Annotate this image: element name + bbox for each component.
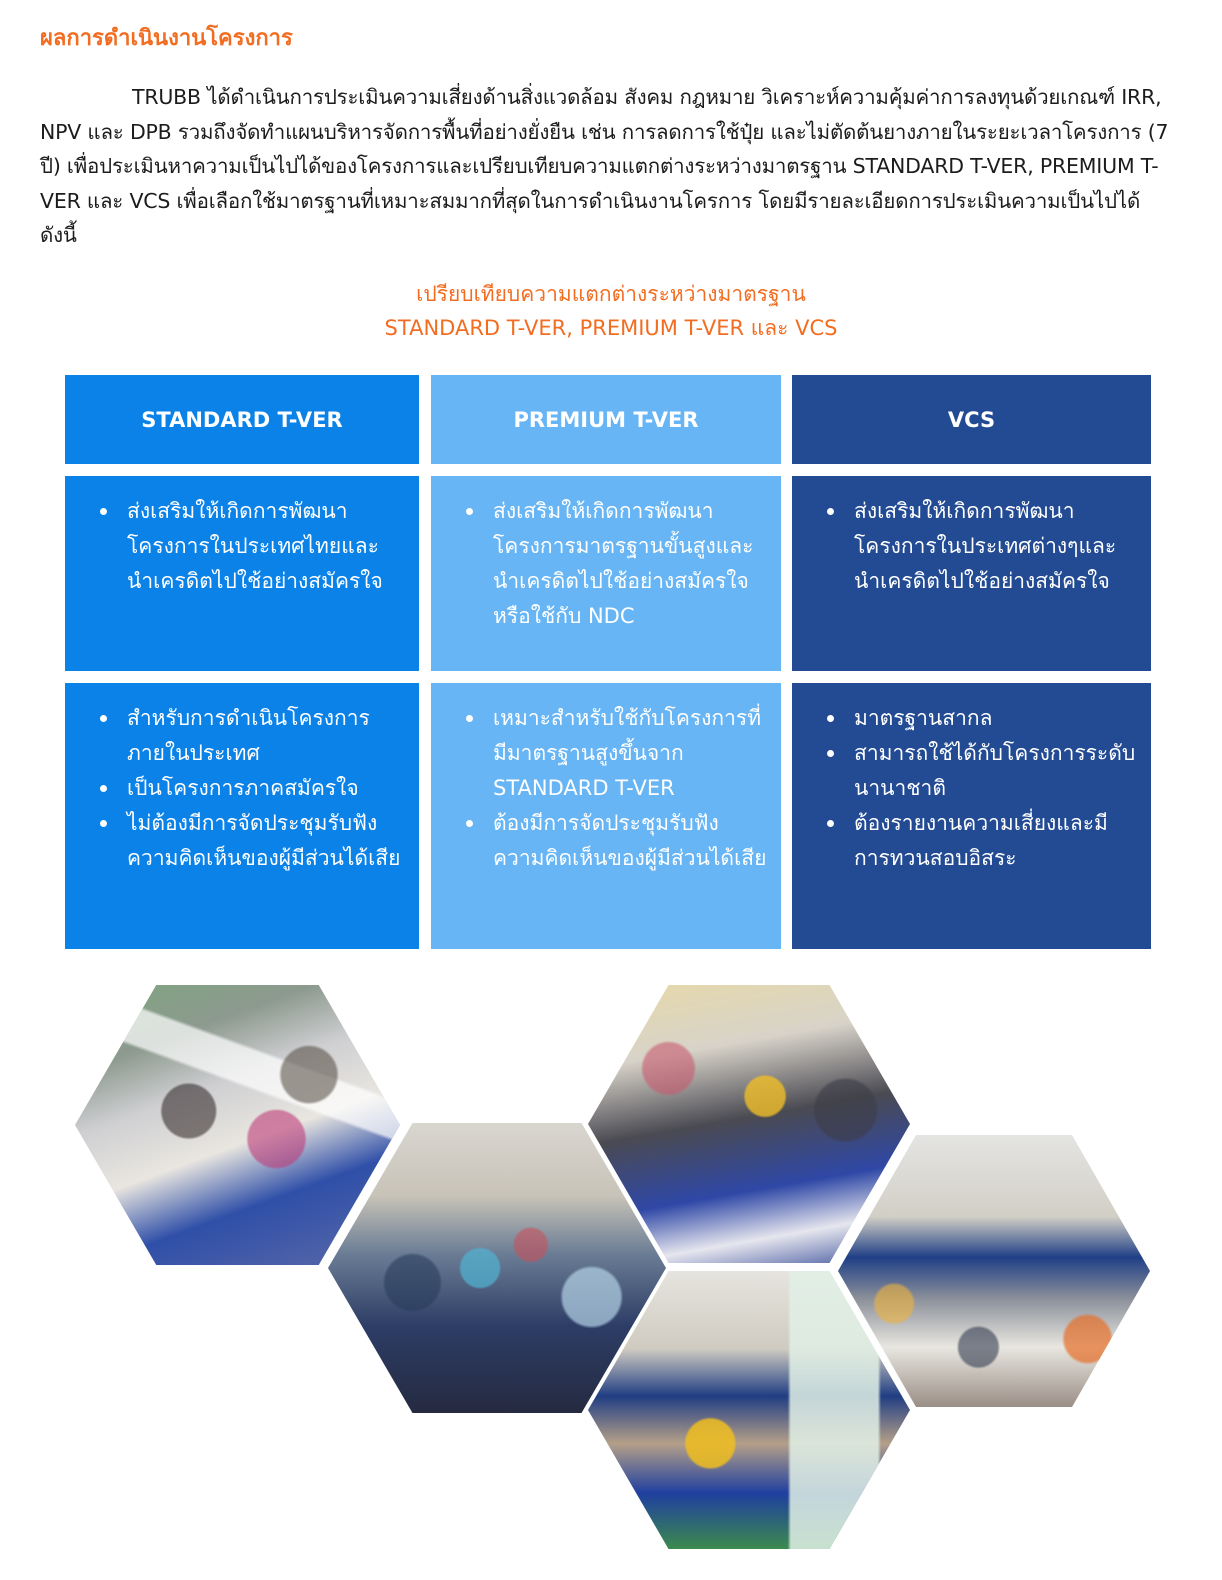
photo-meeting-hall [838,1135,1150,1407]
bullet-icon [100,785,107,792]
list-item-text: เหมาะสำหรับใช้กับโครงการที่มีมาตรฐานสูงขึ้นจาก STANDARD T-VER [493,706,762,800]
list-item-text: ส่งเสริมให้เกิดการพัฒนาโครงการมาตรฐานขั้นสูงและนำเครดิตไปใช้อย่างสมัครใจหรือใช้กับ NDC [493,499,754,628]
list-item-text: ไม่ต้องมีการจัดประชุมรับฟังความคิดเห็นของผู้มีส่วนได้เสีย [127,811,401,870]
standard-objective-cell [65,476,419,671]
list-item-text: สามารถใช้ได้กับโครงการระดับนานาชาติ [854,741,1136,800]
comparison-title-line2: STANDARD T-VER, PREMIUM T-VER และ VCS [384,316,838,340]
list-item [854,494,1137,599]
header-premium-tver: PREMIUM T-VER [431,375,781,464]
header-standard-tver: STANDARD T-VER [65,375,419,464]
vcs-objective-list [792,476,1151,599]
list-item [854,736,1137,806]
list-item [127,494,405,599]
premium-features-cell [431,683,781,949]
list-item [493,806,767,876]
vcs-objective-cell [792,476,1151,671]
bullet-icon [827,715,834,722]
list-item [854,806,1137,876]
standard-objective-list [65,476,419,599]
premium-objective-list [431,476,781,634]
comparison-title-line1: เปรียบเทียบความแตกต่างระหว่างมาตรฐาน [416,282,806,306]
intro-paragraph: TRUBB ได้ดำเนินการประเมินความเสี่ยงด้านสิ่งแวดล้อม สังคม กฎหมาย วิเคราะห์ความคุ้มค่าการลงทุนด้วยเกณฑ์ IRR, NPV และ DPB รวมถึงจัดทำแผนบริหารจัดการพื้นที่อย่างยั่งยืน เช่น การลดการใช้ปุ๋ย และไม่ตัดต้นยางภายในระยะเวลาโครงการ (7 ปี) เพื่อประเมินหาความเป็นไปได้ของโครงการและเปรียบเทียบความแตกต่างระหว่างมาตรฐาน STANDARD T-VER, PREMIUM T-VER และ VCS เพื่อเลือกใช้มาตรฐานที่เหมาะสมมากที่สุดในการดำเนินงานโครการ โดยมีรายละเอียดการประเมินความเป็นไปได้ ดังนี้ [40,85,1169,248]
premium-objective-cell [431,476,781,671]
list-item [493,494,767,634]
bullet-icon [100,715,107,722]
vcs-features-list [792,683,1151,876]
photo-registration-table [75,985,400,1265]
vcs-features-cell [792,683,1151,949]
list-item [127,806,405,876]
premium-features-list [431,683,781,876]
list-item-text: ส่งเสริมให้เกิดการพัฒนาโครงการในประเทศไทยและนำเครดิตไปใช้อย่างสมัครใจ [127,499,383,593]
list-item-text: ต้องรายงานความเสี่ยงและมีการทวนสอบอิสระ [854,811,1108,870]
list-item-text: เป็นโครงการภาคสมัครใจ [127,776,359,800]
list-item-text: สำหรับการดำเนินโครงการภายในประเทศ [127,706,370,765]
bullet-icon [100,820,107,827]
bullet-icon [827,820,834,827]
standard-features-list [65,683,419,876]
list-item [127,771,405,806]
list-item [493,701,767,806]
list-item [854,701,1137,736]
bullet-icon [100,508,107,515]
list-item-text: ต้องมีการจัดประชุมรับฟังความคิดเห็นของผู้มีส่วนได้เสีย [493,811,767,870]
standard-features-cell [65,683,419,949]
bullet-icon [827,750,834,757]
list-item-text: มาตรฐานสากล [854,706,993,730]
bullet-icon [466,820,473,827]
header-vcs: VCS [792,375,1151,464]
bullet-icon [466,715,473,722]
photo-collage [60,975,1170,1565]
bullet-icon [466,508,473,515]
list-item [127,701,405,771]
bullet-icon [827,508,834,515]
page-heading: ผลการดำเนินงานโครงการ [40,26,293,51]
list-item-text: ส่งเสริมให้เกิดการพัฒนาโครงการในประเทศต่างๆและนำเครดิตไปใช้อย่างสมัครใจ [854,499,1117,593]
